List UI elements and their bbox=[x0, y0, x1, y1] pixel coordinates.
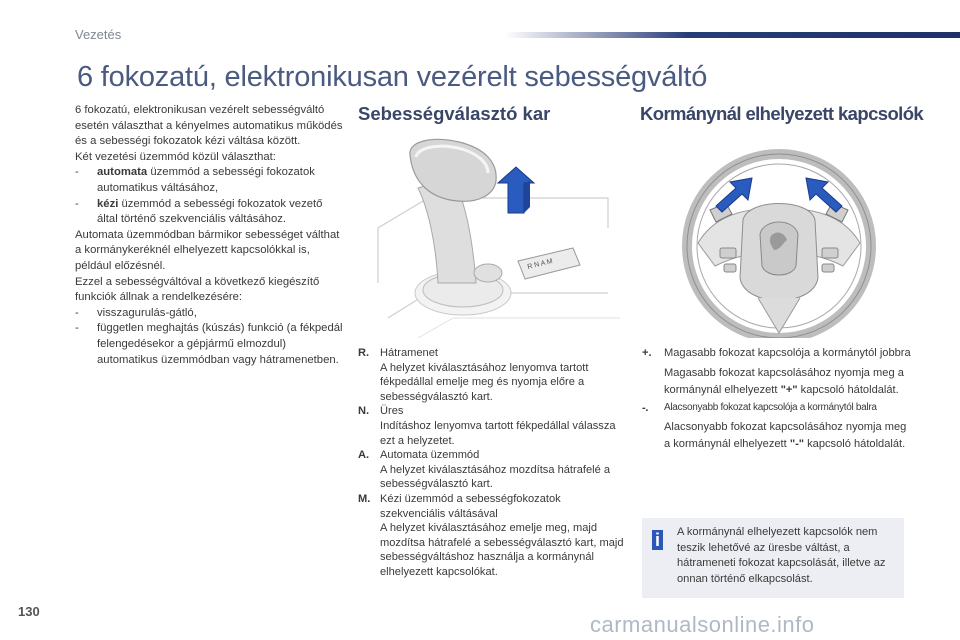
list-item: Magasabb fokozat kapcsolásához nyomja meg a kormánynál elhelyezett "+" kapcsoló hátoldalát. bbox=[664, 366, 904, 396]
list-item: - automata üzemmód a sebességi fokozatok automatikus váltásához, bbox=[75, 166, 315, 194]
list-item: A helyzet kiválasztásához emelje meg, majd mozdítsa hátrafelé a sebességválasztó kart, majd sebességváltáshoz használja a kormánynál elhelyezett kapcsolókat. bbox=[380, 522, 624, 578]
intro-paragraph: 6 fokozatú, elektronikusan vezérelt sebességváltó esetén választhat a kényelmes automatikus működés és a sebességi fokozatok kézi váltása között. bbox=[75, 104, 343, 148]
list-item: - visszagurulás-gátló, bbox=[75, 306, 197, 319]
section-header: Vezetés bbox=[75, 27, 122, 42]
intro-column bbox=[75, 103, 345, 368]
list-item: -. Alacsonyabb fokozat kapcsolója a kormánytól balra bbox=[642, 401, 877, 414]
page-number: 130 bbox=[18, 604, 40, 619]
header-bar bbox=[505, 32, 960, 38]
list-item: N. Üres bbox=[358, 405, 404, 418]
list-item: A helyzet kiválasztásához lenyomva tartott fékpedállal emelje meg és nyomja előre a sebességválasztó kart. bbox=[380, 361, 589, 403]
list-item: Indításhoz lenyomva tartott fékpedállal válassza ezt a helyzetet. bbox=[380, 419, 616, 447]
intro-paragraph: Ezzel a sebességváltóval a következő kiegészítő funkciók állnak a rendelkezésére: bbox=[75, 275, 320, 304]
list-item: - független meghajtás (kúszás) funkció (a fékpedál felengedésekor a gépjármű elmozdul) automatikus üzemmódban vagy hátramenetben. bbox=[75, 322, 343, 366]
gear-lever-illustration bbox=[358, 133, 620, 338]
lever-legend bbox=[358, 346, 626, 580]
steering-wheel-illustration bbox=[668, 148, 890, 338]
page-title: 6 fokozatú, elektronikusan vezérelt sebességváltó bbox=[77, 61, 708, 93]
wheel-legend bbox=[642, 346, 912, 453]
list-item: - kézi üzemmód a sebességi fokozatok vezető által történő szekvenciális váltásához. bbox=[75, 197, 323, 226]
list-item: R. Hátramenet bbox=[358, 347, 438, 359]
gear-gate-labels: R N A M bbox=[526, 257, 554, 271]
info-icon: i bbox=[652, 530, 663, 550]
list-item: A helyzet kiválasztásához mozdítsa hátrafelé a sebességválasztó kart. bbox=[380, 463, 611, 491]
wheel-section-title: Kormánynál elhelyezett kapcsolók bbox=[640, 103, 924, 124]
intro-paragraph: Két vezetési üzemmód közül választhat: bbox=[75, 150, 276, 163]
list-item: +. Magasabb fokozat kapcsolója a kormánytól jobbra bbox=[642, 347, 911, 359]
info-text: A kormánynál elhelyezett kapcsolók nem teszik lehetővé az üresbe váltást, a hátrameneti fokozat kapcsolását, illetve az onnan történő elkapcsolást. bbox=[677, 526, 886, 585]
list-item: A. Automata üzemmód bbox=[358, 449, 480, 462]
lever-section-title: Sebességválasztó kar bbox=[358, 103, 551, 124]
list-item: M. Kézi üzemmód a sebességfokozatok szekvenciális váltásával bbox=[358, 492, 561, 520]
intro-paragraph: Automata üzemmódban bármikor sebességet válthat a kormánykeréknél elhelyezett kapcsolókkal is, például előzésnél. bbox=[75, 228, 340, 272]
watermark: carmanualsonline.info bbox=[590, 612, 815, 637]
list-item: Alacsonyabb fokozat kapcsolásához nyomja meg a kormánynál elhelyezett "-" kapcsoló hátoldalát. bbox=[664, 421, 907, 451]
